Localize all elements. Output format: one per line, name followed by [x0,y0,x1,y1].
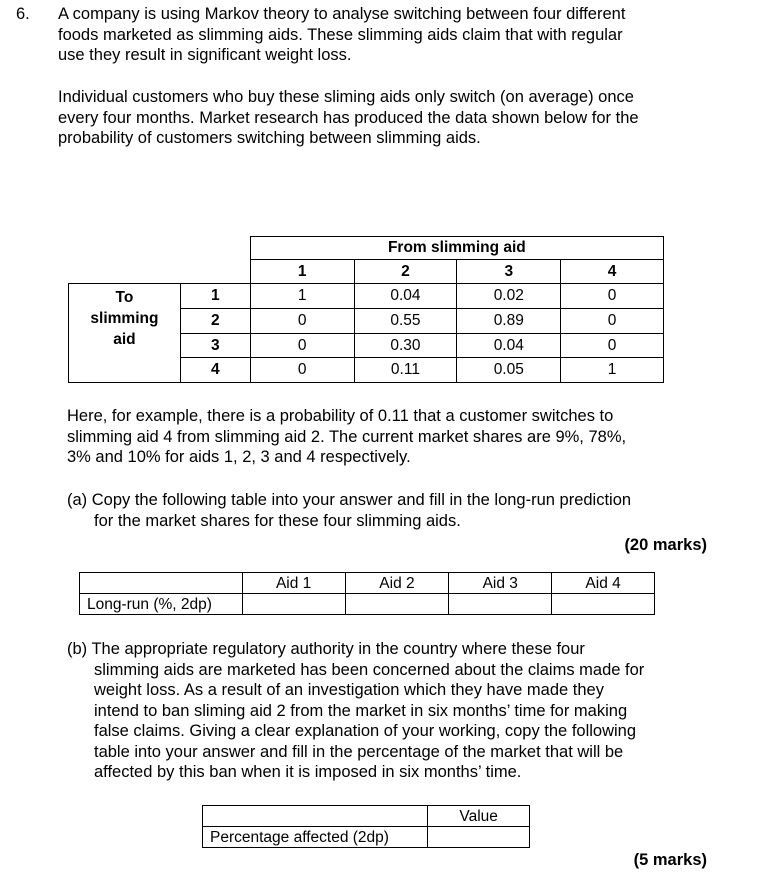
intro-line: A company is using Markov theory to analyse switching between four different [58,5,626,23]
intro-paragraph [58,4,748,66]
answer-cell [552,594,655,615]
long-run-header: Aid 4 [552,573,655,594]
col-header: 3 [457,260,561,284]
part-a-text [67,490,717,531]
part-a-line: (a) Copy the following table into your answer and fill in the long-run prediction [67,491,632,509]
from-slimming-aid-header: From slimming aid [250,237,663,260]
col-header: 2 [354,260,457,284]
long-run-header: Aid 1 [242,573,345,594]
to-slimming-aid-label [69,284,181,383]
matrix-cell: 1 [561,358,664,383]
row-header: 3 [180,334,250,358]
part-b-line: (b) The appropriate regulatory authority in the country where these four [67,640,585,658]
long-run-row-label: Long-run (%, 2dp) [80,594,243,615]
part-b-line: intend to ban sliming aid 2 from the market in six months’ time for making [94,701,628,720]
answer-cell [242,594,345,615]
matrix-cell: 0 [561,334,664,358]
matrix-cell: 0.04 [457,334,561,358]
example-line: Here, for example, there is a probability of 0.11 that a customer switches to [67,407,614,425]
matrix-cell: 0.30 [354,334,457,358]
long-run-header: Aid 2 [345,573,449,594]
value-header: Value [428,806,530,827]
matrix-cell: 0 [250,334,354,358]
research-line: Individual customers who buy these sliming aids only switch (on average) once [58,88,634,106]
matrix-cell: 0.89 [457,309,561,334]
research-line: every four months. Market research has produced the data shown below for the [58,108,639,127]
part-b-text [67,639,717,783]
to-label-line: To [115,289,134,306]
col-header: 1 [250,260,354,284]
part-b-line: table into your answer and fill in the percentage of the market that will be [94,742,624,761]
to-label-line: aid [113,331,136,348]
matrix-cell: 1 [250,284,354,309]
matrix-cell: 0.55 [354,309,457,334]
part-a-marks: (20 marks) [624,536,707,554]
part-b-line: false claims. Giving a clear explanation of your working, copy the following [94,722,637,740]
research-paragraph [58,87,748,149]
matrix-cell: 0 [561,309,664,334]
matrix-cell: 0 [561,284,664,309]
part-b-marks: (5 marks) [633,851,707,869]
intro-line: use they result in significant weight loss. [58,46,352,64]
transition-matrix-table [68,236,664,383]
row-header: 4 [180,358,250,383]
example-paragraph [67,406,717,468]
long-run-header: Aid 3 [449,573,552,594]
matrix-cell: 0 [250,309,354,334]
answer-cell [449,594,552,615]
to-label-line: slimming [90,310,159,327]
matrix-cell: 0.02 [457,284,561,309]
question-number: 6. [16,5,30,23]
row-header: 1 [180,284,250,309]
example-line: slimming aid 4 from slimming aid 2. The current market shares are 9%, 78%, [67,427,627,446]
part-b-line: weight loss. As a result of an investigation which they have made they [94,681,604,699]
percentage-affected-label: Percentage affected (2dp) [203,827,428,848]
part-a-line: for the market shares for these four slimming aids. [94,511,461,530]
row-header: 2 [180,309,250,334]
matrix-cell: 0.11 [354,358,457,383]
answer-cell [428,827,530,848]
example-line: 3% and 10% for aids 1, 2, 3 and 4 respectively. [67,448,411,466]
matrix-cell: 0.05 [457,358,561,383]
col-header: 4 [561,260,664,284]
part-b-line: slimming aids are marketed has been concerned about the claims made for [94,660,645,679]
part-b-line: affected by this ban when it is imposed in six months’ time. [94,763,522,781]
intro-line: foods marketed as slimming aids. These slimming aids claim that with regular [58,25,623,44]
percentage-affected-table [202,805,530,848]
answer-cell [345,594,449,615]
long-run-table [79,572,655,615]
matrix-cell: 0.04 [354,284,457,309]
research-line: probability of customers switching between slimming aids. [58,129,481,147]
matrix-cell: 0 [250,358,354,383]
